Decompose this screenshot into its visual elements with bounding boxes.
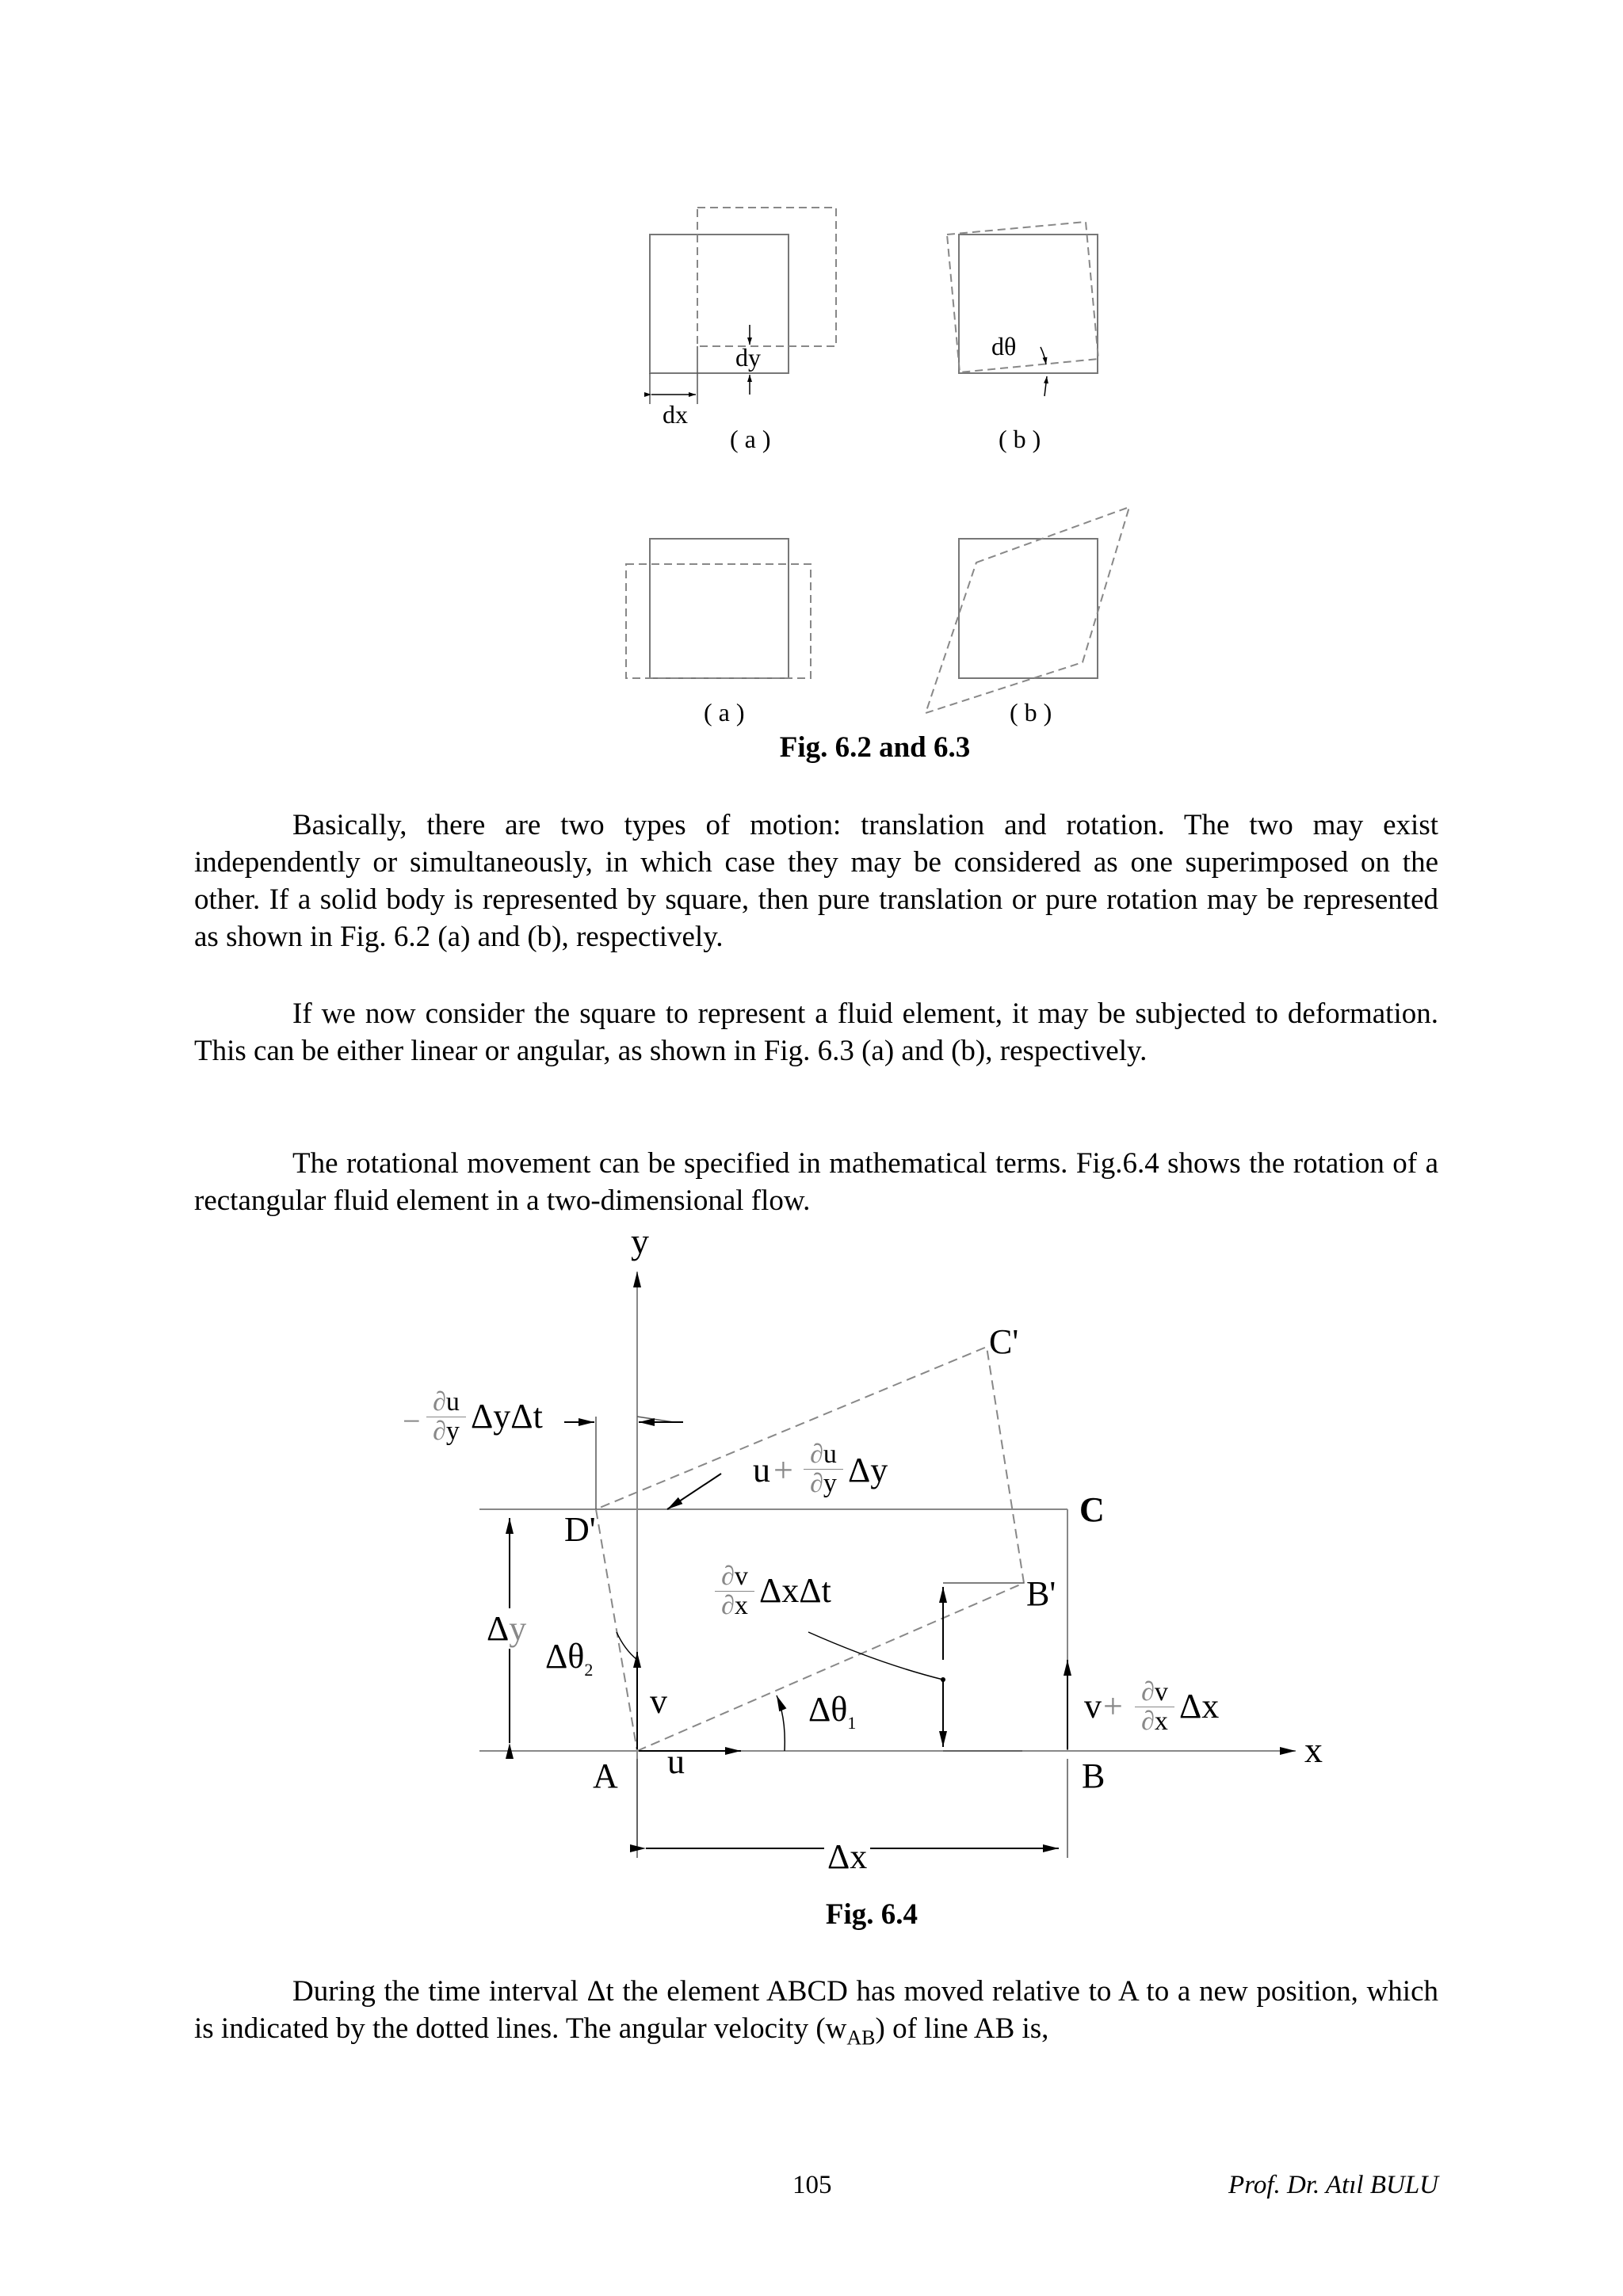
frac-partial: ∂ xyxy=(1141,1707,1155,1736)
frac-den: y xyxy=(823,1469,837,1498)
theta2-label xyxy=(545,1636,593,1680)
u-label: u xyxy=(667,1742,685,1781)
x-axis-label: x xyxy=(1304,1730,1323,1770)
paragraph-deformation: If we now consider the square to represent a fluid element, it may be subjected to deformation. This can be either linear or angular, as shown in Fig. 6.3 (a) and (b), respectively. xyxy=(194,997,1438,1067)
figure-6-2-6-3 xyxy=(0,0,1623,792)
frac-den: y xyxy=(445,1417,460,1446)
frac-partial: ∂ xyxy=(721,1562,735,1591)
paragraph-time-interval-end: ) of line AB is, xyxy=(875,2012,1049,2045)
frac-num: u xyxy=(445,1387,460,1417)
theta1-arc xyxy=(777,1695,785,1751)
theta1-label xyxy=(808,1689,856,1733)
term-dy: Δy xyxy=(848,1451,888,1489)
v-plus-v: v xyxy=(1084,1687,1102,1726)
point-a-label: A xyxy=(593,1756,618,1795)
frac-num: v xyxy=(1154,1677,1168,1707)
term-dxdt: ΔxΔt xyxy=(759,1571,831,1610)
v-plus-sign: + xyxy=(1103,1687,1123,1726)
fig-6-3a-panel-label: ( a ) xyxy=(704,698,745,727)
point-c-label: C xyxy=(1079,1490,1105,1529)
term-dydt: ΔyΔt xyxy=(471,1397,543,1436)
u-plus-sign: + xyxy=(773,1451,793,1489)
y-axis-label: y xyxy=(631,1221,649,1261)
frac-den: x xyxy=(1154,1707,1168,1736)
term-dx: Δx xyxy=(1179,1687,1220,1726)
frac-num: u xyxy=(823,1440,837,1469)
fig-6-3a-linear-deformation xyxy=(626,539,811,727)
fig-6-2a-panel-label: ( a ) xyxy=(730,425,771,453)
v-label: v xyxy=(650,1682,667,1721)
frac-den: x xyxy=(734,1591,748,1620)
frac-partial: ∂ xyxy=(721,1591,735,1620)
point-b-label: B xyxy=(1082,1756,1106,1795)
dtheta-label: dθ xyxy=(991,332,1017,360)
frac-partial: ∂ xyxy=(1141,1677,1155,1707)
rotated-element xyxy=(596,1347,1024,1751)
theta2-sub: 2 xyxy=(584,1659,594,1680)
frac-num: v xyxy=(734,1562,748,1591)
author-footer: Prof. Dr. Atıl BULU xyxy=(1228,2171,1438,2199)
u-plus-u: u xyxy=(753,1451,770,1489)
page-number: 105 xyxy=(792,2171,832,2199)
paragraph-translation-rotation: Basically, there are two types of motion: translation and rotation. The two may exist independently or simultaneously, in which case they may be considered as one superimposed on the other. If a solid body is represented by square, then pure translation or pure rotation may be represented as shown in Fig. 6.2 (a) and (b), respectively. xyxy=(194,809,1438,953)
point-b-prime-label: B' xyxy=(1026,1574,1056,1613)
fig-6-2b-panel-label: ( b ) xyxy=(999,425,1041,453)
caption-fig-6-4: Fig. 6.4 xyxy=(825,1898,918,1931)
frac-partial: ∂ xyxy=(810,1469,823,1498)
fig-6-2a-translation xyxy=(650,208,836,453)
point-d-prime-label: D' xyxy=(564,1510,596,1549)
frac-dvdx-2 xyxy=(1135,1678,1174,1736)
paragraph-rotational-movement: The rotational movement can be specified in mathematical terms. Fig.6.4 shows the rotation of a rectangular fluid element in a two-dimensional flow. xyxy=(194,1147,1438,1217)
minus-sign: − xyxy=(403,1403,421,1439)
frac-dvdx-1 xyxy=(715,1562,754,1620)
theta1-base: Δθ xyxy=(808,1690,848,1729)
theta1-sub: 1 xyxy=(847,1712,857,1733)
paragraph-time-interval xyxy=(194,1973,1438,2056)
theta2-base: Δθ xyxy=(545,1637,585,1676)
caption-fig-6-2-6-3: Fig. 6.2 and 6.3 xyxy=(779,731,971,764)
u-plus-arrow xyxy=(667,1474,721,1509)
dy-label: dy xyxy=(735,343,761,372)
wab-subscript: AB xyxy=(846,2026,876,2050)
fig-6-3b-angular-deformation xyxy=(926,507,1129,727)
delta-y-label xyxy=(487,1608,526,1649)
delta-y-var: y xyxy=(509,1609,527,1648)
point-c-prime-label: C' xyxy=(989,1322,1019,1361)
paragraph-time-interval-text: During the time interval Δt the element ABCD has moved relative to A to a new position, which is indicated by the dotted lines. The angular velocity (w xyxy=(194,1975,1438,2045)
theta2-arc xyxy=(617,1632,637,1660)
delta-y-delta: Δ xyxy=(487,1609,510,1648)
frac-partial: ∂ xyxy=(810,1440,823,1469)
fig-6-2b-rotation xyxy=(947,222,1098,453)
frac-dudy-1 xyxy=(426,1388,466,1446)
frac-partial: ∂ xyxy=(433,1417,446,1446)
fig-6-3b-panel-label: ( b ) xyxy=(1010,698,1052,727)
frac-dudy-2 xyxy=(804,1440,843,1498)
frac-partial: ∂ xyxy=(433,1387,446,1417)
delta-x-label: Δx xyxy=(824,1836,870,1877)
dx-label: dx xyxy=(663,400,688,429)
